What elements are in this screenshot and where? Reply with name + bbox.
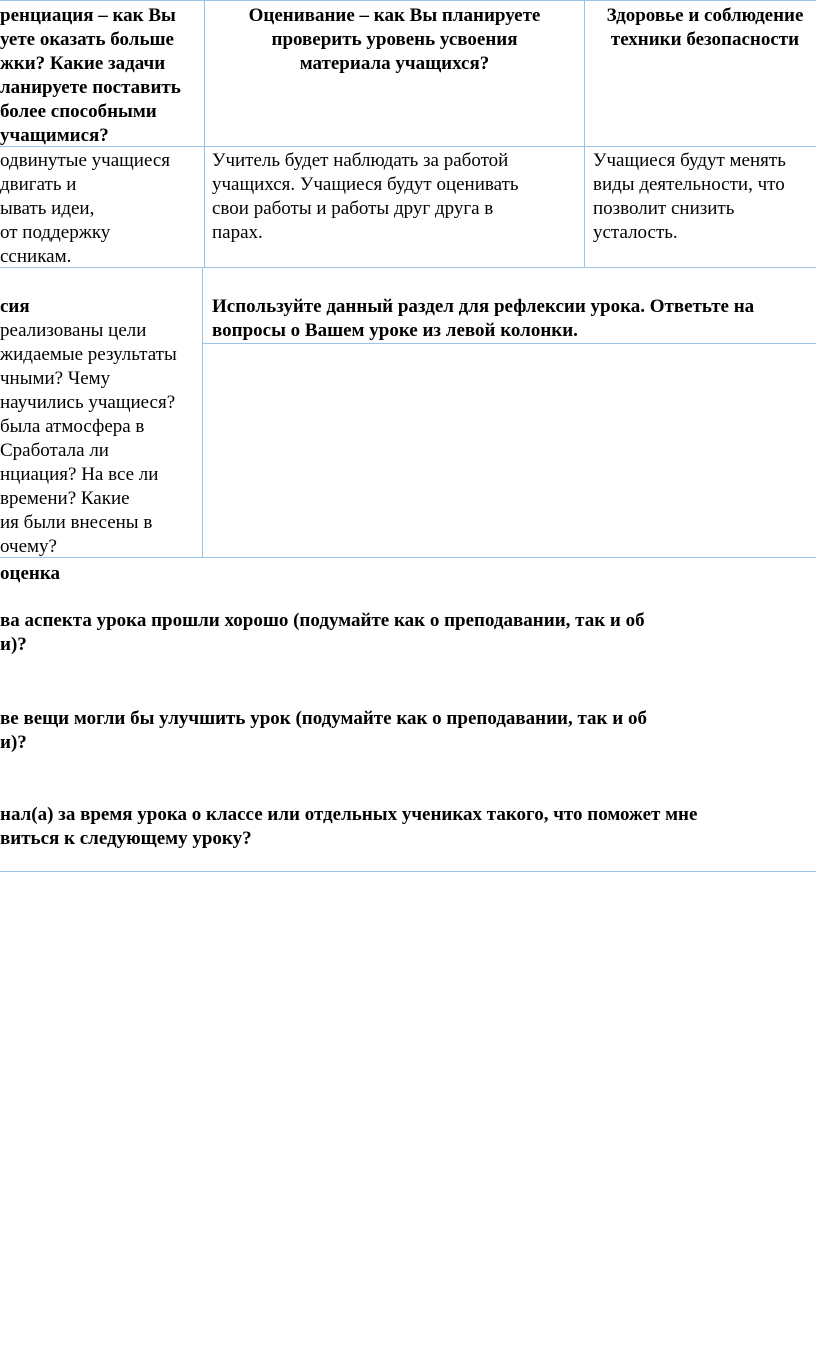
assessment-question-2: ве вещи могли бы улучшить урок (подумайте как о преподавании, так и об и)? bbox=[0, 708, 647, 753]
cell-assessment: Учитель будет наблюдать за работой учащихся. Учащиеся будут оценивать свои работы и работы друг друга в парах. bbox=[212, 150, 519, 243]
assessment-heading: оценка bbox=[0, 563, 60, 584]
reflection-questions: реализованы цели жидаемые результаты чными? Чему научились учащиеся? была атмосфера в Сработала ли нциация? На все ли времени? Какие ия были внесены в очему? bbox=[0, 320, 177, 557]
header-assessment: Оценивание – как Вы планируете проверить уровень усвоения материала учащихся? bbox=[248, 5, 541, 74]
reflection-heading: сия bbox=[0, 296, 30, 317]
assessment-question-3: нал(а) за время урока о классе или отдельных учениках такого, что поможет мне виться к следующему уроку? bbox=[0, 804, 698, 849]
header-differentiation: ренциация – как Вы уете оказать больше жки? Какие задачи ланируете поставить более способными учащимися? bbox=[0, 5, 181, 146]
cell-differentiation: одвинутые учащиеся двигать и ывать идеи, от поддержку ссникам. bbox=[0, 150, 171, 267]
cell-health-safety: Учащиеся будут менять виды деятельности, что позволит снизить усталость. bbox=[593, 150, 786, 243]
assessment-border-bottom bbox=[0, 871, 816, 872]
assessment-question-1: ва аспекта урока прошли хорошо (подумайте как о преподавании, так и об и)? bbox=[0, 610, 645, 655]
reflection-instruction: Используйте данный раздел для рефлексии урока. Ответьте на вопросы о Вашем уроке из левой колонки. bbox=[212, 296, 755, 341]
reflection-col-divider bbox=[202, 267, 203, 557]
reflection-divider bbox=[202, 343, 816, 344]
table-border-top bbox=[0, 0, 816, 1]
header-health-safety: Здоровье и соблюдение техники безопасности bbox=[606, 5, 804, 50]
